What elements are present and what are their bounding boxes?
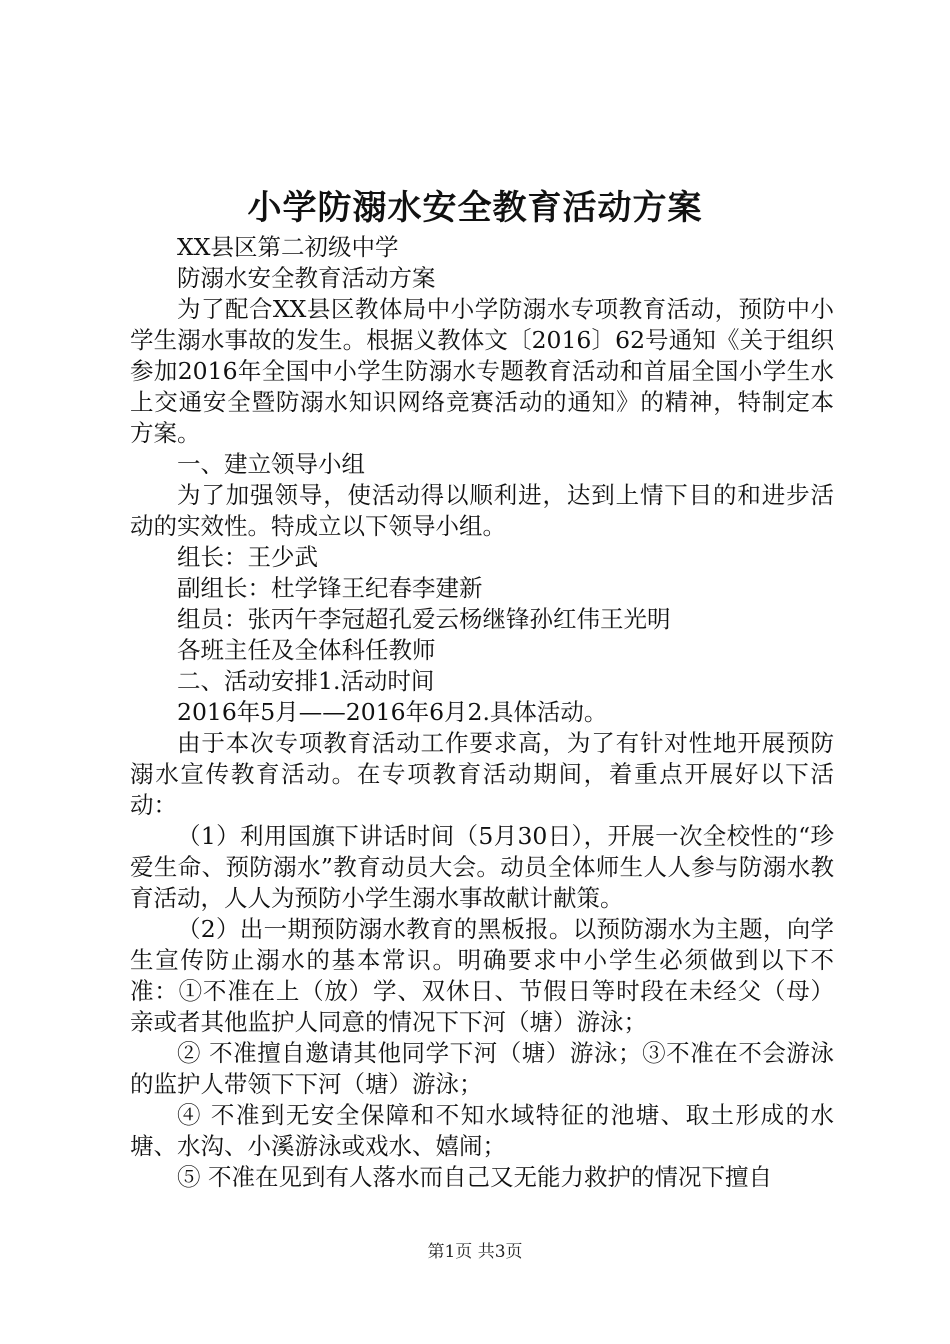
paragraph-rule-2-3: ② 不准擅自邀请其他同学下河（塘）游泳；③不准在不会游泳的监护人带领下下河（塘）游泳； (130, 1039, 834, 1098)
paragraph-activity-2: （2）出一期预防溺水教育的黑板报。以预防溺水为主题，向学生宣传防止溺水的基本常识。明确要求中小学生必须做到以下不准：①不准在上（放）学、双休日、节假日等时段在未经父（母）亲或者其他监护人同意的情况下下河（塘）游泳； (130, 915, 834, 1036)
paragraph-deputy-leaders: 副组长：杜学锋王纪春李建新 (177, 574, 483, 602)
page-footer: 第1页 共3页 (427, 1242, 523, 1262)
paragraph-plan-subtitle: 防溺水安全教育活动方案 (177, 264, 436, 292)
paragraph-activity-overview: 由于本次专项教育活动工作要求高，为了有针对性地开展预防溺水宣传教育活动。在专项教育活动期间，着重点开展好以下活动： (130, 729, 834, 819)
paragraph-school-name: XX县区第二初级中学 (177, 233, 399, 261)
document-body (130, 232, 834, 1193)
paragraph-members: 组员：张丙午李冠超孔爱云杨继锋孙红伟王光明 (177, 605, 671, 633)
section-heading-leadership: 一、建立领导小组 (177, 450, 365, 478)
paragraph-activity-1: （1）利用国旗下讲话时间（5月30日），开展一次全校性的“珍爱生命、预防溺水”教育动员大会。动员全体师生人人参与防溺水教育活动，人人为预防小学生溺水事故献计献策。 (130, 822, 834, 912)
paragraph-rule-4: ④ 不准到无安全保障和不知水域特征的池塘、取土形成的水塘、水沟、小溪游泳或戏水、嬉闹； (130, 1101, 834, 1160)
paragraph-teachers: 各班主任及全体科任教师 (177, 636, 436, 664)
paragraph-intro: 为了配合XX县区教体局中小学防溺水专项教育活动，预防中小学生溺水事故的发生。根据义教体文〔2016〕62号通知《关于组织参加2016年全国中小学生防溺水专题教育活动和首届全国小学生水上交通安全暨防溺水知识网络竞赛活动的通知》的精神，特制定本方案。 (130, 295, 834, 447)
paragraph-activity-time: 2016年5月——2016年6月2.具体活动。 (177, 698, 608, 726)
paragraph-leader: 组长：王少武 (177, 543, 318, 571)
paragraph-rule-5: ⑤ 不准在见到有人落水而自己又无能力救护的情况下擅自 (177, 1163, 772, 1191)
document-title: 小学防溺水安全教育活动方案 (247, 188, 703, 228)
paragraph-leadership: 为了加强领导，使活动得以顺利进，达到上情下目的和进步活动的实效性。特成立以下领导小组。 (130, 481, 834, 540)
section-heading-arrangement: 二、活动安排1.活动时间 (177, 667, 435, 695)
